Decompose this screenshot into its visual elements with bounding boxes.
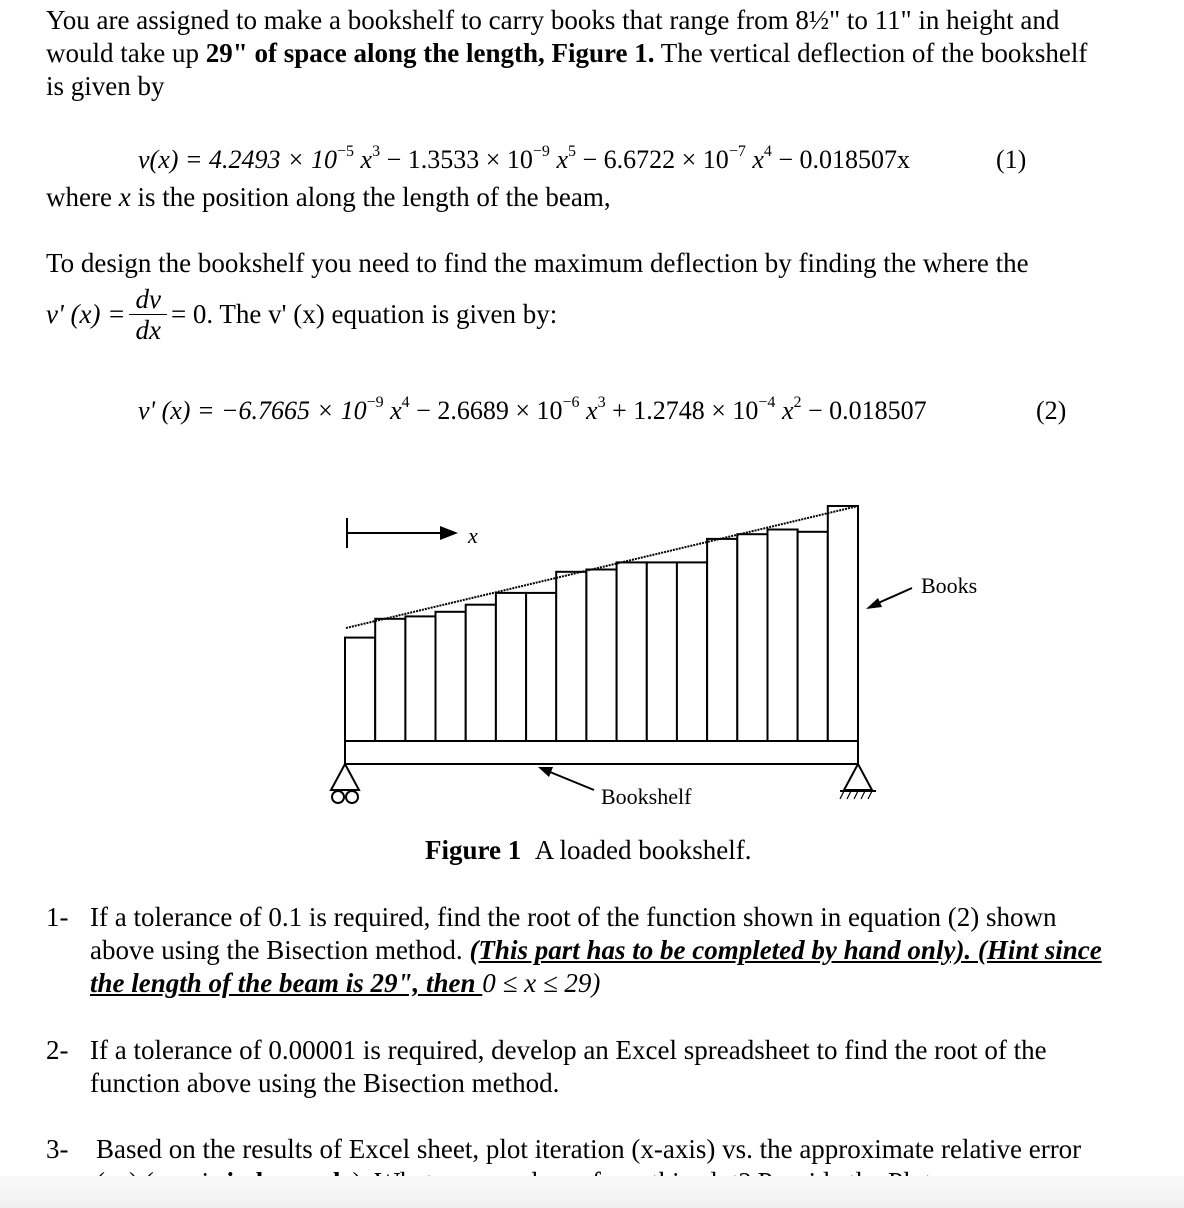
where-text: where (46, 182, 119, 212)
where-var: x (118, 182, 131, 212)
equation-2 (138, 394, 927, 427)
eq1-term: x (354, 145, 373, 174)
eq2-exp: 4 (401, 394, 410, 412)
intro-line-2 (46, 37, 1087, 70)
book (496, 593, 526, 741)
question-3-line: Based on the results of Excel sheet, plot iteration (x-axis) vs. the approximate relative error (96, 1134, 1082, 1164)
eq1-term: x (549, 145, 568, 174)
question-2-number: 2- (46, 1035, 69, 1065)
pin-support (840, 764, 876, 799)
book (647, 562, 677, 741)
intro-line-3 (46, 70, 165, 103)
books-pointer-arrow (866, 588, 912, 609)
bookshelf-label: Bookshelf (601, 784, 692, 809)
book (556, 572, 586, 741)
book (828, 506, 858, 741)
design-derivative-line (46, 284, 557, 345)
equation-2-number: (2) (1036, 396, 1067, 425)
question-1-emphasis: (This part has to be completed by hand only). (Hint since (469, 935, 1102, 965)
where-line (46, 181, 611, 214)
derivative-lhs: v' (x) = (46, 299, 126, 329)
dv-dx-fraction (129, 284, 166, 345)
question-2-line: If a tolerance of 0.00001 is required, develop an Excel spreadsheet to find the root of the (90, 1035, 1047, 1065)
question-1-emphasis: the length of the beam is 29", then (90, 968, 483, 998)
book (436, 612, 466, 741)
eq2-exp: 2 (793, 394, 802, 412)
bookshelf-figure (0, 490, 1184, 830)
derivative-rest: = 0. The v' (x) equation is given by: (170, 299, 558, 329)
intro-text: The vertical deflection of the bookshelf (654, 38, 1088, 68)
intro-line-1 (46, 4, 1059, 37)
eq1-term: v(x) = 4.2493 × 10 (138, 145, 337, 174)
question-1-line: If a tolerance of 0.1 is required, find the root of the function shown in equation (2) shown (90, 902, 1057, 932)
question-1-range: 0 ≤ x ≤ 29) (482, 968, 601, 998)
figure-caption (425, 834, 751, 867)
fraction-numerator: dv (129, 284, 166, 315)
book (737, 534, 767, 741)
eq2-term: x (579, 396, 598, 425)
shelf-pointer-arrow (538, 767, 594, 790)
question-2-line: function above using the Bisection method. (90, 1068, 560, 1098)
question-3-number: 3- (46, 1134, 69, 1164)
eq2-exp: −4 (758, 394, 776, 412)
book (526, 593, 556, 741)
eq1-exp: −9 (532, 143, 550, 161)
book (345, 638, 375, 741)
question-1-line (90, 934, 1180, 967)
book (617, 562, 647, 741)
eq2-term: v' (x) = −6.7665 × 10 (138, 396, 367, 425)
books-label: Books (921, 573, 978, 598)
eq1-exp: −7 (728, 143, 746, 161)
caption-text: A loaded bookshelf. (534, 835, 752, 865)
intro-bold-text: 29" of space along the length, Figure 1. (205, 38, 655, 68)
eq1-exp: 4 (763, 143, 772, 161)
eq2-term: − 2.6689 × 10 (409, 396, 563, 425)
equation-1 (138, 143, 910, 176)
eq2-term: x (775, 396, 794, 425)
book (375, 619, 405, 741)
eq1-exp: 3 (372, 143, 381, 161)
intro-text: would take up (46, 38, 206, 68)
eq1-term: − 0.018507x (771, 145, 911, 174)
eq2-exp: −6 (562, 394, 580, 412)
book (586, 570, 616, 742)
roller-support (331, 764, 359, 803)
caption-bold: Figure 1 (425, 835, 522, 865)
x-axis-label: x (468, 523, 478, 548)
question-1 (90, 901, 1180, 1000)
eq2-term: x (383, 396, 402, 425)
eq2-term: + 1.2748 × 10 (605, 396, 759, 425)
intro-text: You are assigned to make a bookshelf to carry books that range from 8½" to 11" in height and (46, 5, 1060, 35)
eq1-term: x (745, 145, 764, 174)
book (466, 605, 496, 741)
book (707, 539, 737, 741)
eq1-term: − 1.3533 × 10 (380, 145, 533, 174)
question-1-text: above using the Bisection method. (90, 935, 470, 965)
shelf-board (345, 741, 858, 764)
question-1-line (90, 967, 1180, 1000)
eq1-exp: −5 (337, 143, 355, 161)
book (768, 530, 798, 742)
fraction-denominator: dx (135, 315, 161, 345)
where-text: is the position along the length of the beam, (130, 182, 611, 212)
book (677, 562, 707, 741)
bottom-edge-strip (0, 1176, 1184, 1208)
intro-text: is given by (46, 71, 165, 101)
x-direction-arrow (347, 518, 458, 548)
eq2-exp: −9 (366, 394, 384, 412)
question-1-number: 1- (46, 902, 69, 932)
eq1-exp: 5 (567, 143, 576, 161)
book (405, 616, 435, 741)
equation-1-number: (1) (996, 145, 1027, 174)
eq1-term: − 6.6722 × 10 (575, 145, 729, 174)
book (798, 532, 828, 741)
eq2-exp: 3 (597, 394, 606, 412)
question-2 (90, 1034, 1180, 1100)
books-group (345, 506, 858, 741)
eq2-term: − 0.018507 (801, 396, 927, 425)
design-line-1: To design the bookshelf you need to find the maximum deflection by finding the where the (46, 248, 1029, 278)
